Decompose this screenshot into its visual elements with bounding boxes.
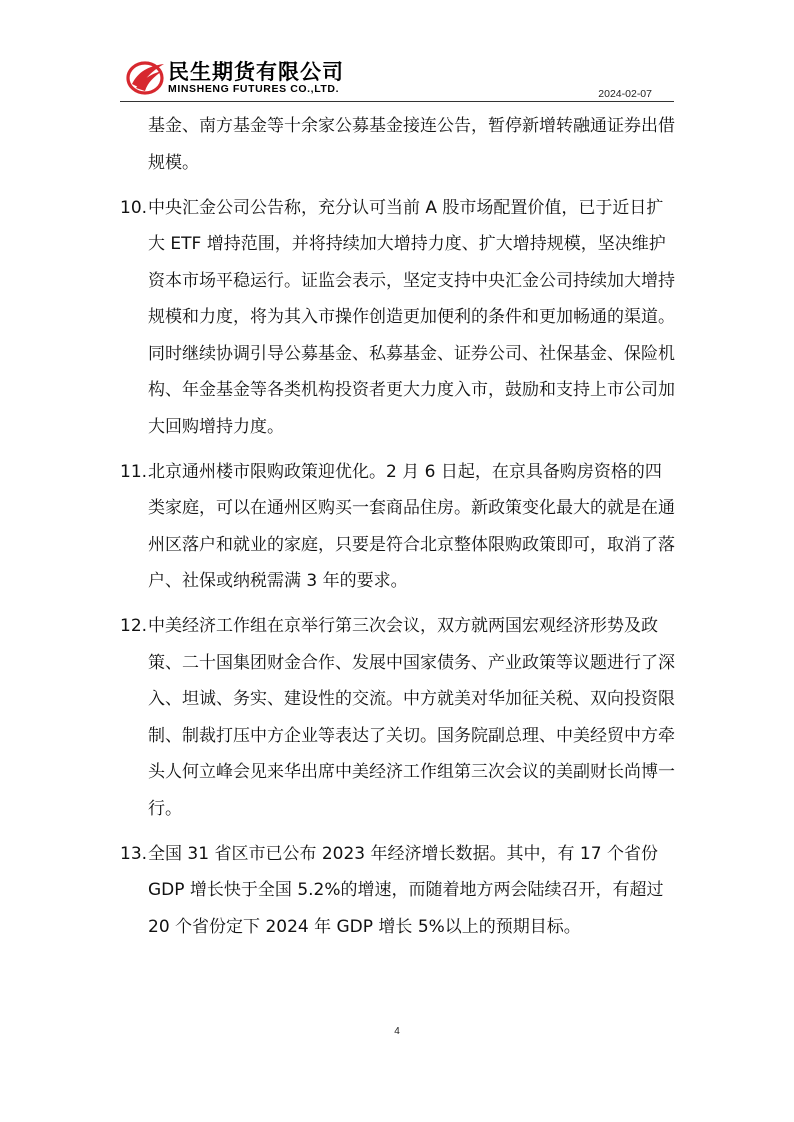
item-text: 基金、南方基金等十余家公募基金接连公告，暂停新增转融通证券出借规模。 bbox=[148, 116, 675, 173]
list-item-10 bbox=[120, 190, 676, 446]
page-number: 4 bbox=[394, 1026, 400, 1037]
item-text: 中美经济工作组在京举行第三次会议，双方就两国宏观经济形势及政策、二十国集团财金合作、发展中国家债务、产业政策等议题进行了深入、坦诚、务实、建设性的交流。中方就美对华加征关税、双向投资限制、制裁打压中方企业等表达了关切。国务院副总理、中美经贸中方牵头人何立峰会见来华出席中美经济工作组第三次会议的美副财长尚博一行。 bbox=[148, 616, 675, 819]
header-divider bbox=[120, 101, 674, 102]
page-header bbox=[120, 52, 674, 102]
list-item-13 bbox=[120, 836, 676, 946]
minsheng-logo-icon bbox=[126, 58, 166, 96]
document-body bbox=[120, 108, 676, 945]
item-number: 12. bbox=[120, 616, 148, 636]
item-number: 10. bbox=[120, 197, 148, 218]
item-text: 全国 31 省区市已公布 2023 年经济增长数据。其中，有 17 个省份 GDP 增长快于全国 5.2%的增速，而随着地方两会陆续召开，有超过 20 个省份定下 2024 年 GDP 增长 5%以上的预期目标。 bbox=[148, 843, 664, 937]
item-text: 中央汇金公司公告称，充分认可当前 A 股市场配置价值，已于近日扩大 ETF 增持范围，并将持续加大增持力度、扩大增持规模，坚决维护资本市场平稳运行。证监会表示，坚定支持中央汇金公司持续加大增持规模和力度，将为其入市操作创造更加便利的条件和更加畅通的渠道。同时继续协调引导公募基金、私募基金、证券公司、社保基金、保险机构、年金基金等各类机构投资者更大力度入市，鼓励和支持上市公司加大回购增持力度。 bbox=[148, 197, 675, 437]
item-number: 13. bbox=[120, 843, 148, 864]
list-item-continued bbox=[120, 108, 676, 181]
company-name-en: MINSHENG FUTURES CO.,LTD. bbox=[168, 83, 340, 95]
company-name-cn: 民生期货有限公司 bbox=[168, 60, 344, 84]
list-item-11 bbox=[120, 454, 676, 600]
list-item-12 bbox=[120, 608, 676, 827]
item-number: 11. bbox=[120, 461, 148, 482]
item-text: 北京通州楼市限购政策迎优化。2 月 6 日起，在京具备购房资格的四类家庭，可以在通州区购买一套商品住房。新政策变化最大的就是在通州区落户和就业的家庭，只要是符合北京整体限购政策即可，取消了落户、社保或纳税需满 3 年的要求。 bbox=[148, 461, 675, 591]
report-date: 2024-02-07 bbox=[598, 88, 652, 100]
